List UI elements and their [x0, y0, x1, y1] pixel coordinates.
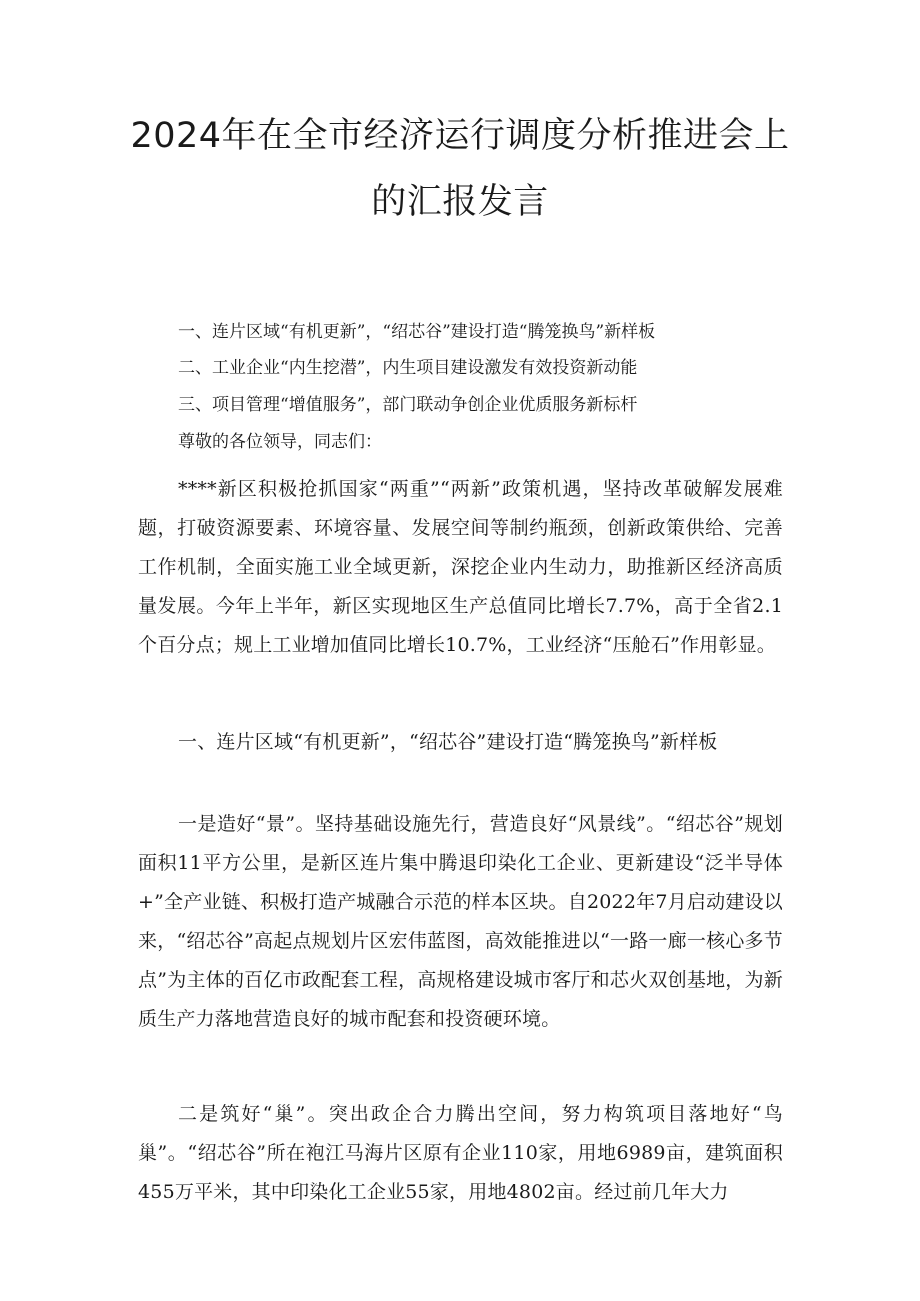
- toc-item-1: 一、连片区域“有机更新”，“绍芯谷”建设打造“腾笼换鸟”新样板: [178, 322, 656, 342]
- document-title-line-2: 的汇报发言: [371, 182, 549, 222]
- section-1-heading: 一、连片区域“有机更新”，“绍芯谷”建设打造“腾笼换鸟”新样板: [178, 731, 718, 753]
- document-title-line-1: 2024年在全市经济运行调度分析推进会上: [130, 116, 790, 156]
- paragraph-one-landscape: 一是造好“景”。坚持基础设施先行，营造良好“风景线”。“绍芯谷”规划面积11平方公里，是新区连片集中腾退印染化工企业、更新建设“泛半导体+”全产业链、积极打造产城融合示范的样本区块。自2022年7月启动建设以来，“绍芯谷”高起点规划片区宏伟蓝图，高效能推进以“一路一廊一核心多节点”为主体的百亿市政配套工程，高规格建设城市客厅和芯火双创基地，为新质生产力落地营造良好的城市配套和投资硬环境。: [138, 813, 783, 1030]
- toc-item-2: 二、工业企业“内生挖潜”，内生项目建设激发有效投资新动能: [178, 358, 638, 378]
- intro-paragraph: ****新区积极抢抓国家“两重”“两新”政策机遇，坚持改革破解发展难题，打破资源要素、环境容量、发展空间等制约瓶颈，创新政策供给、完善工作机制，全面实施工业全域更新，深挖企业内生动力，助推新区经济高质量发展。今年上半年，新区实现地区生产总值同比增长7.7%，高于全省2.1个百分点；规上工业增加值同比增长10.7%，工业经济“压舱石”作用彰显。: [138, 478, 783, 656]
- paragraph-two-nest: 二是筑好“巢”。突出政企合力腾出空间，努力构筑项目落地好“鸟巢”。“绍芯谷”所在袍江马海片区原有企业110家，用地6989亩，建筑面积455万平米，其中印染化工企业55家，用地4802亩。经过前几年大力: [138, 1103, 783, 1203]
- toc-item-3: 三、项目管理“增值服务”，部门联动争创企业优质服务新标杆: [178, 395, 638, 415]
- greeting: 尊敬的各位领导，同志们：: [178, 432, 382, 452]
